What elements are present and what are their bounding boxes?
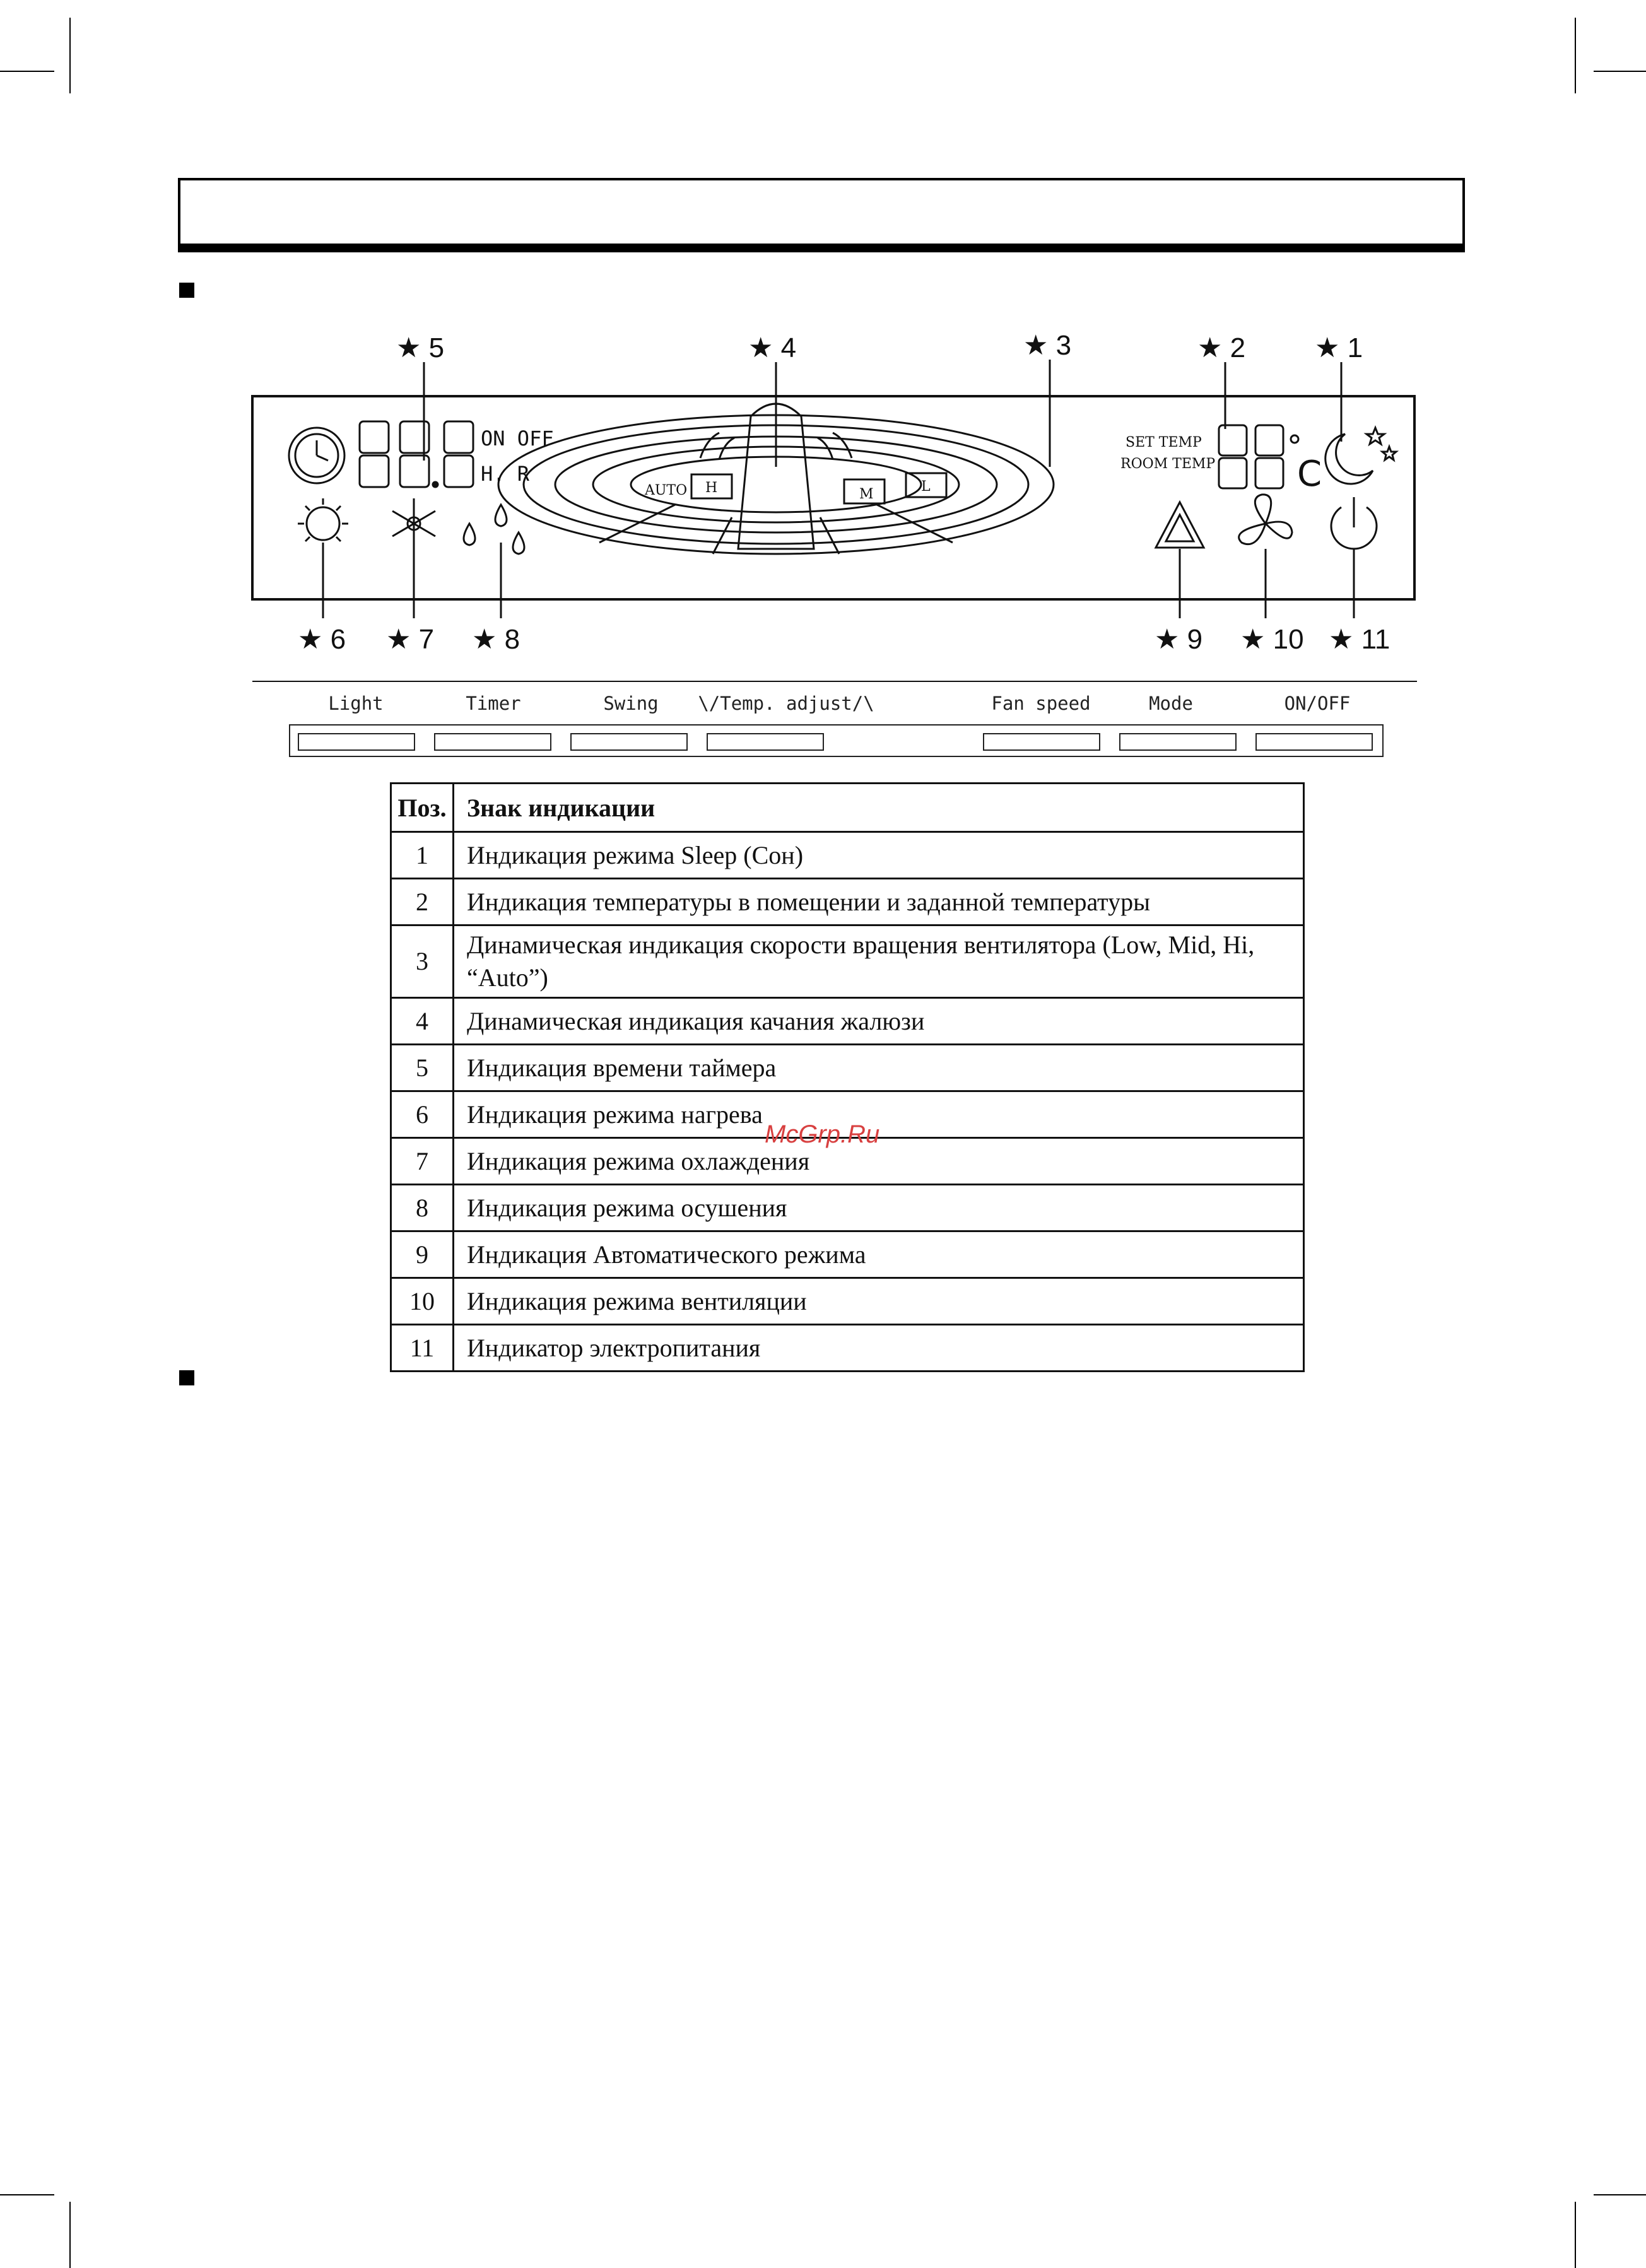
timer-on-off-label: ON OFF	[481, 426, 554, 450]
crop-mark	[1575, 18, 1576, 93]
row-text: Индикация режима нагрева	[454, 1091, 1304, 1138]
row-pos: 2	[391, 879, 454, 925]
callout-11: ★ 11	[1329, 624, 1390, 655]
row-pos: 10	[391, 1278, 454, 1325]
row-text: Динамическая индикация скорости вращения вентилятора (Low, Mid, Hi, “Auto”)	[454, 925, 1304, 998]
crop-mark	[69, 2202, 71, 2268]
mode-button-label: Mode	[1149, 693, 1193, 714]
table-row	[391, 832, 1304, 879]
temp-digits-icon	[1219, 425, 1298, 488]
row-text: Индикация времени таймера	[454, 1045, 1304, 1091]
callout-4: ★ 4	[748, 332, 797, 363]
table-row	[391, 925, 1304, 998]
fan-icon	[1239, 495, 1292, 544]
crop-mark	[1575, 2202, 1576, 2268]
table-row	[391, 1325, 1304, 1372]
table-row	[391, 1185, 1304, 1231]
row-pos: 3	[391, 925, 454, 998]
swing-button-label: Swing	[603, 693, 659, 714]
row-pos: 1	[391, 832, 454, 879]
row-text: Индикатор электропитания	[454, 1325, 1304, 1372]
remote-button-row	[251, 675, 1418, 763]
water-drops-icon	[464, 505, 524, 554]
row-text: Динамическая индикация качания жалюзи	[454, 998, 1304, 1045]
moon-stars-icon	[1326, 428, 1396, 484]
callout-8: ★ 8	[472, 624, 520, 655]
row-pos: 9	[391, 1231, 454, 1278]
callout-2: ★ 2	[1197, 332, 1246, 363]
row-pos: 8	[391, 1185, 454, 1231]
table-row	[391, 998, 1304, 1045]
mode-button[interactable]	[1119, 733, 1237, 751]
callout-1: ★ 1	[1315, 332, 1363, 363]
callout-10: ★ 10	[1240, 624, 1304, 655]
clock-icon	[289, 428, 344, 483]
watermark: McGrp.Ru	[765, 1120, 880, 1148]
table-header-row	[391, 784, 1304, 832]
crop-mark	[1594, 71, 1646, 72]
header-pos: Поз.	[391, 784, 454, 832]
snowflake-icon	[392, 498, 435, 549]
table-row	[391, 879, 1304, 925]
row-pos: 4	[391, 998, 454, 1045]
row-text: Индикация режима охлаждения	[454, 1138, 1304, 1185]
row-text: Индикация режима вентиляции	[454, 1278, 1304, 1325]
light-button[interactable]	[298, 733, 415, 751]
row-pos: 7	[391, 1138, 454, 1185]
room-temp-label: ROOM TEMP	[1120, 456, 1216, 472]
row-text: Индикация Автоматического режима	[454, 1231, 1304, 1278]
indication-legend-table	[390, 782, 1305, 1372]
header-sign: Знак индикации	[454, 784, 1304, 832]
row-pos: 11	[391, 1325, 454, 1372]
callout-6: ★ 6	[298, 624, 346, 655]
section-header-box	[178, 178, 1465, 252]
light-button-label: Light	[328, 693, 384, 714]
row-text: Индикация температуры в помещении и заданной температуры	[454, 879, 1304, 925]
callout-9: ★ 9	[1155, 624, 1203, 655]
celsius-unit-label: C	[1297, 454, 1322, 495]
callout-5: ★ 5	[396, 332, 445, 363]
timer-button[interactable]	[434, 733, 551, 751]
on-off-button[interactable]	[1255, 733, 1373, 751]
crop-mark	[1594, 2194, 1646, 2195]
swing-button[interactable]	[570, 733, 688, 751]
sun-icon	[298, 498, 348, 549]
row-pos: 6	[391, 1091, 454, 1138]
callout-7: ★ 7	[386, 624, 435, 655]
auto-mode-icon	[1156, 502, 1204, 548]
timer-button-label: Timer	[466, 693, 521, 714]
table-row	[391, 1278, 1304, 1325]
timer-hr-label: H. R	[481, 462, 530, 486]
bullet-square-icon	[179, 1370, 194, 1385]
fan-speed-button[interactable]	[983, 733, 1100, 751]
temp-adjust-button[interactable]	[707, 733, 824, 751]
crop-mark	[0, 71, 54, 72]
table-row	[391, 1231, 1304, 1278]
power-icon	[1331, 497, 1377, 549]
fan-m-label: M	[859, 486, 874, 502]
crop-mark	[0, 2194, 54, 2195]
temp-adjust-button-label: \/Temp. adjust/\	[698, 693, 874, 714]
fan-l-label: L	[921, 479, 931, 495]
row-pos: 5	[391, 1045, 454, 1091]
row-text: Индикация режима Sleep (Сон)	[454, 832, 1304, 879]
bullet-square-icon	[179, 283, 194, 298]
fan-speed-button-label: Fan speed	[991, 693, 1091, 714]
crop-mark	[69, 18, 71, 93]
table-row	[391, 1045, 1304, 1091]
timer-digits-icon	[360, 421, 473, 487]
row-text: Индикация режима осушения	[454, 1185, 1304, 1231]
fan-auto-label: AUTO	[645, 483, 688, 498]
callout-3: ★ 3	[1023, 330, 1072, 361]
fan-h-label: H	[705, 480, 718, 496]
button-frame	[289, 724, 1384, 757]
on-off-button-label: ON/OFF	[1284, 693, 1351, 714]
set-temp-label: SET TEMP	[1126, 435, 1202, 450]
